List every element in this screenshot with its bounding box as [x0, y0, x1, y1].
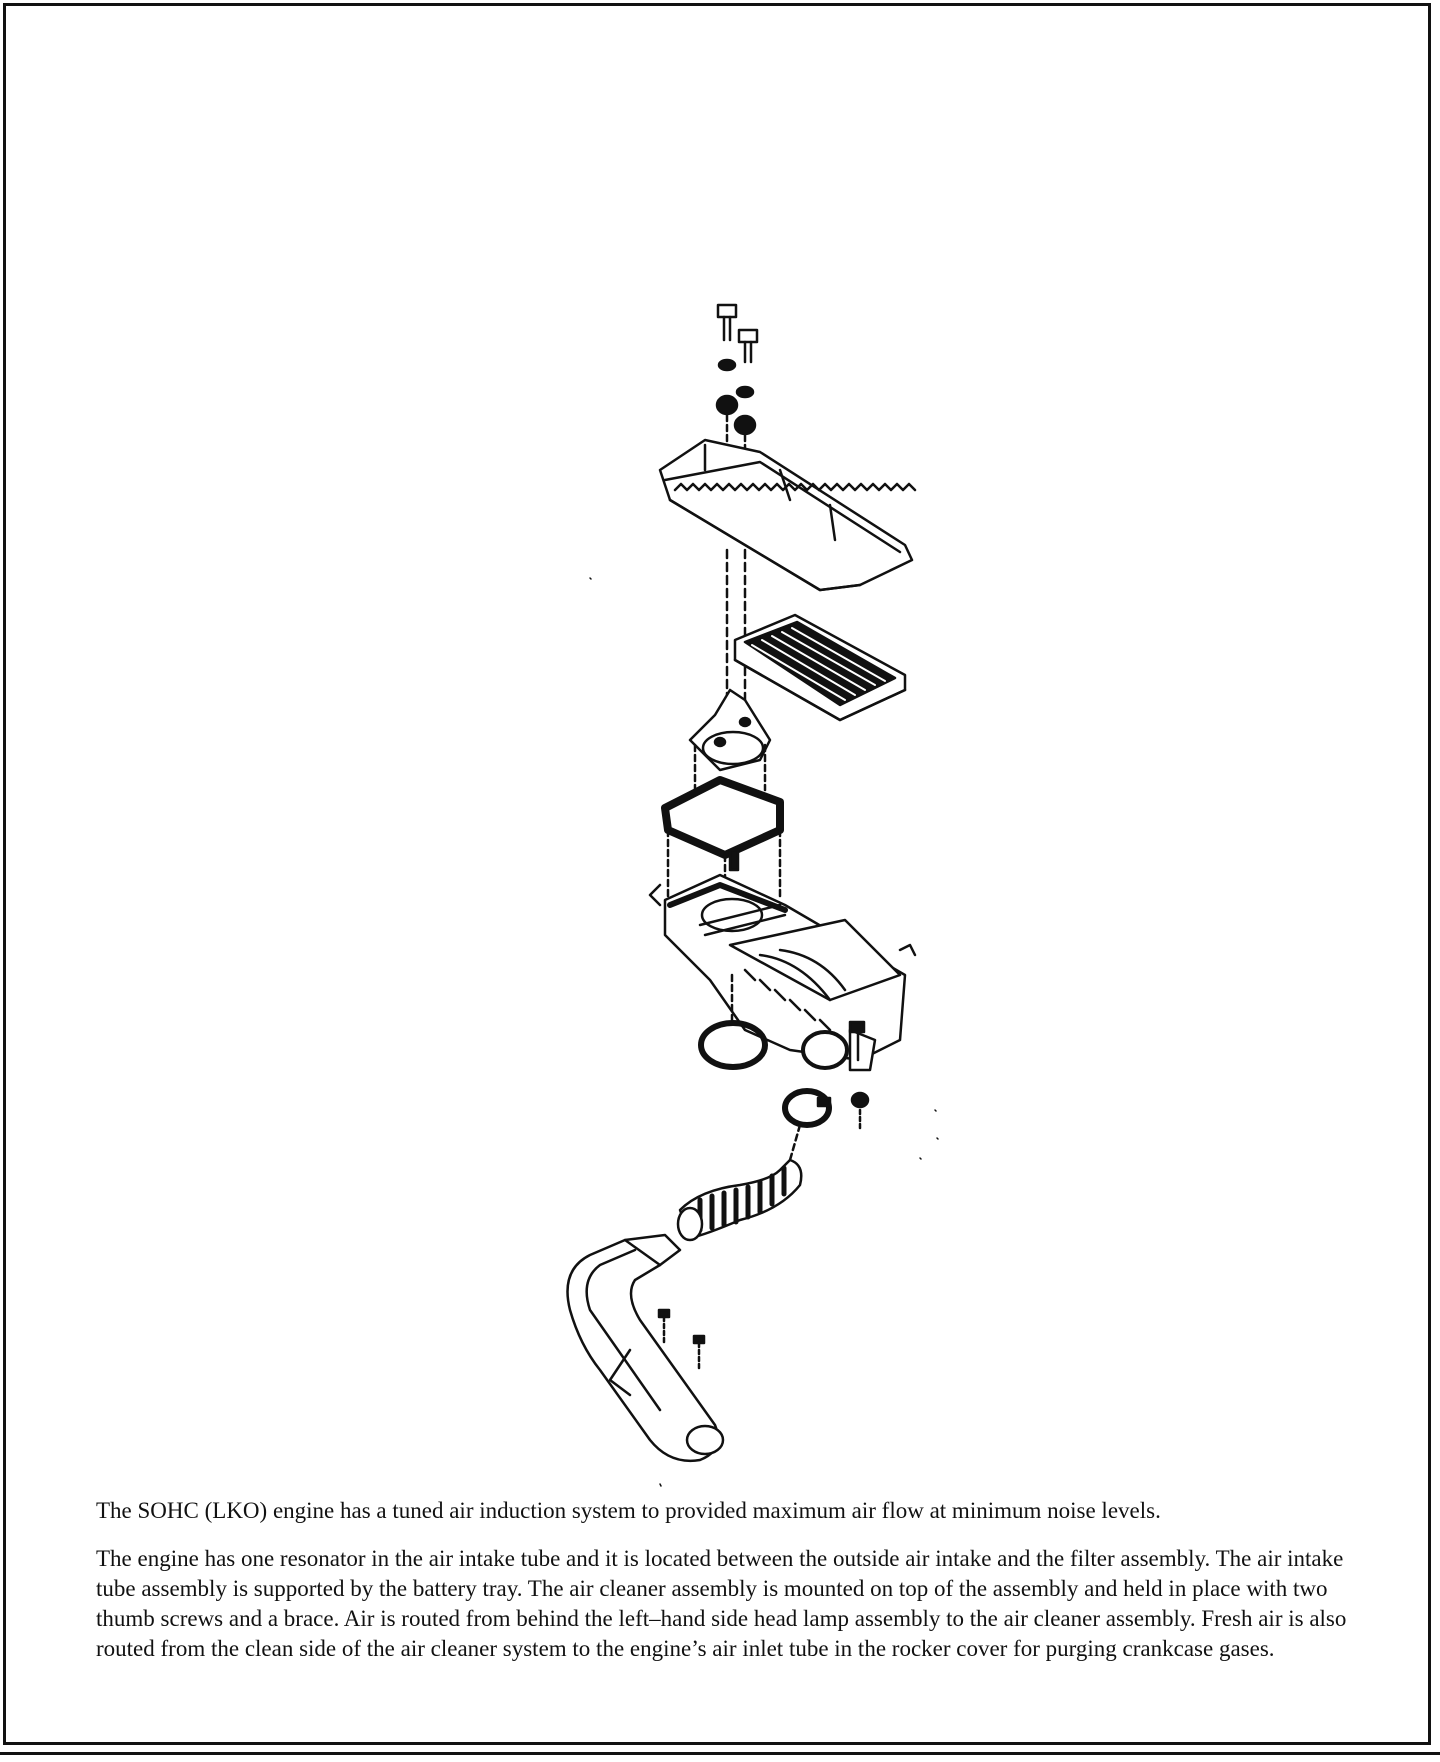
bottom-rule — [0, 1752, 1440, 1755]
housing-outlet — [803, 1022, 875, 1130]
mounting-bracket — [690, 690, 770, 790]
description-text — [96, 1496, 1376, 1682]
air-filter-element — [735, 615, 905, 720]
hose-clamp — [785, 1091, 830, 1160]
seal-ring — [701, 1023, 765, 1067]
paragraph-1: The SOHC (LKO) engine has a tuned air induction system to provided maximum air flow at minimum noise levels. — [96, 1498, 1161, 1523]
air-cleaner-housing — [650, 875, 915, 1060]
paragraph-2: The engine has one resonator in the air intake tube and it is located between the outside air intake and the filter assembly. The air intake tube assembly is supported by the battery tray. The air cleaner assembly is mounted on top of the assembly and held in place with two thumb screws and a brace. Air is routed from behind the left–hand side head lamp assembly to the air cleaner assembly. Fresh air is also routed from the clean side of the air cleaner system to the engine’s air inlet tube in the rocker cover for purging crankcase gases. — [96, 1546, 1347, 1661]
resonator-bellows — [678, 1160, 801, 1240]
